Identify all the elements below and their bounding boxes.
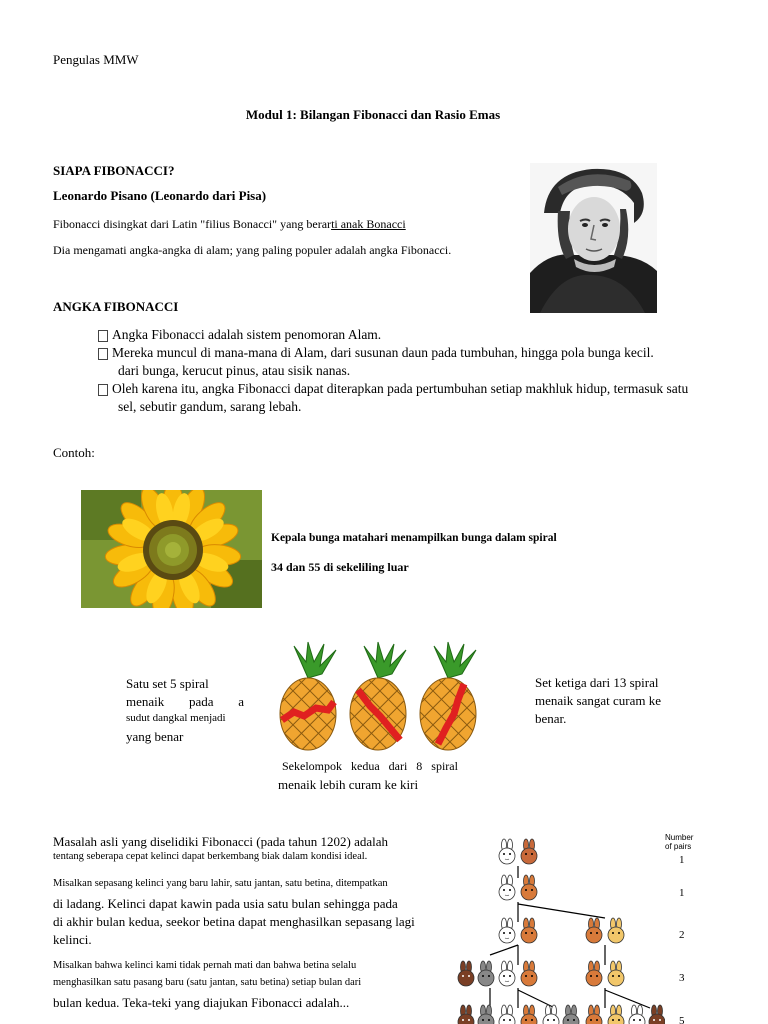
fibonacci-portrait: [530, 163, 657, 313]
section-heading-who: SIAPA FIBONACCI?: [53, 163, 175, 178]
list-item-text: Oleh karena itu, angka Fibonacci dapat diterapkan pada pertumbuhan setiap makhluk hidup, termasuk satu: [112, 381, 689, 396]
diagram-header-line-1: Number: [665, 833, 694, 842]
intro-line-2: Dia mengamati angka-angka di alam; yang paling populer adalah angka Fibonacci.: [53, 243, 452, 257]
rabbit-para-2b: di ladang. Kelinci dapat kawin pada usia satu bulan sehingga pada: [53, 896, 398, 911]
intro-line-1-a: Fibonacci disingkat dari Latin "filius Bonacci" yang berar: [53, 217, 332, 231]
rabbit-tree: [455, 830, 665, 1024]
bullet-box-icon: [98, 330, 108, 342]
word: menaik: [126, 694, 165, 709]
pair-count-4: 3: [679, 972, 685, 984]
pineapple-left-text-1: Satu set 5 spiral: [126, 676, 209, 691]
list-item-text: Angka Fibonacci adalah sistem penomoran Alam.: [112, 327, 382, 342]
bullet-box-icon: [98, 348, 108, 360]
rabbit-para-1a: Masalah asli yang diselidiki Fibonacci (pada tahun 1202) adalah: [53, 834, 389, 849]
sunflower-image: [81, 490, 262, 608]
diagram-header-line-2: of pairs: [665, 842, 692, 851]
rabbit-para-3b: menghasilkan satu pasang baru (satu jantan, satu betina) setiap bulan dari: [53, 977, 362, 988]
pair-count-1: 1: [679, 854, 685, 866]
section-heading-numbers: ANGKA FIBONACCI: [53, 299, 179, 314]
list-item: [98, 326, 748, 344]
rabbit-para-2a: Misalkan sepasang kelinci yang baru lahir, satu jantan, satu betina, ditempatkan: [53, 878, 388, 889]
list-item-continuation: dari bunga, kerucut pinus, atau sisik nanas.: [118, 363, 351, 378]
caption-text: Sekelompok kedua dari 8 spiral: [282, 759, 458, 773]
pineapple-3: [420, 642, 476, 750]
list-item-text: Mereka muncul di mana-mana di Alam, dari susunan daun pada tumbuhan, hingga pola bunga kecil.: [112, 345, 654, 360]
list-item: [98, 344, 748, 380]
rabbit-para-3c: bulan kedua. Teka-teki yang diajukan Fibonacci adalah...: [53, 995, 350, 1010]
rabbit-para-3a: Misalkan bahwa kelinci kami tidak pernah mati dan bahwa betina selalu: [53, 960, 357, 971]
examples-label: Contoh:: [53, 445, 95, 460]
pair-count-5: 5: [679, 1015, 685, 1024]
diagram-header: [665, 833, 693, 851]
pineapple-middle-text-1: [282, 759, 476, 774]
word: pada: [188, 694, 214, 709]
sunflower-caption-1: Kepala bunga matahari menampilkan bunga dalam spiral: [271, 532, 557, 544]
author-label: Pengulas MMW: [53, 52, 139, 67]
pineapple-image: [276, 640, 480, 752]
rabbit-diagram: [455, 830, 705, 1024]
fibonacci-bullet-list: [98, 326, 748, 416]
list-item-continuation: sel, sebutir gandum, sarang lebah.: [118, 399, 302, 414]
sunflower-caption-2: 34 dan 55 di sekeliling luar: [271, 560, 409, 574]
pineapple-left-text-3: sudut dangkal menjadi: [126, 712, 226, 724]
pineapple-left-text-2: [126, 694, 244, 710]
intro-line-1-b: ti anak Bonacci: [331, 217, 406, 231]
rabbit-para-1b: tentang seberapa cepat kelinci dapat berkembang biak dalam kondisi ideal.: [53, 851, 368, 862]
word: a: [238, 694, 244, 709]
bullet-box-icon: [98, 384, 108, 396]
pineapple-1: [280, 642, 336, 750]
pair-count-2: 1: [679, 887, 685, 899]
pineapple-right-text-1: Set ketiga dari 13 spiral: [535, 675, 659, 690]
rabbit-para-2d: kelinci.: [53, 932, 92, 947]
pineapple-2: [350, 642, 406, 750]
page-title: Modul 1: Bilangan Fibonacci dan Rasio Emas: [245, 107, 501, 122]
intro-line-1: [53, 217, 406, 232]
section-subheading: Leonardo Pisano (Leonardo dari Pisa): [53, 188, 267, 203]
pineapple-middle-text-2: menaik lebih curam ke kiri: [278, 777, 419, 792]
pineapple-right-text-3: benar.: [535, 711, 567, 726]
pineapple-right-text-2: menaik sangat curam ke: [535, 693, 661, 708]
list-item: [98, 380, 748, 416]
pair-count-3: 2: [679, 929, 685, 941]
pineapple-left-text-4: yang benar: [126, 729, 184, 744]
rabbit-para-2c: di akhir bulan kedua, seekor betina dapat menghasilkan sepasang lagi: [53, 914, 415, 929]
